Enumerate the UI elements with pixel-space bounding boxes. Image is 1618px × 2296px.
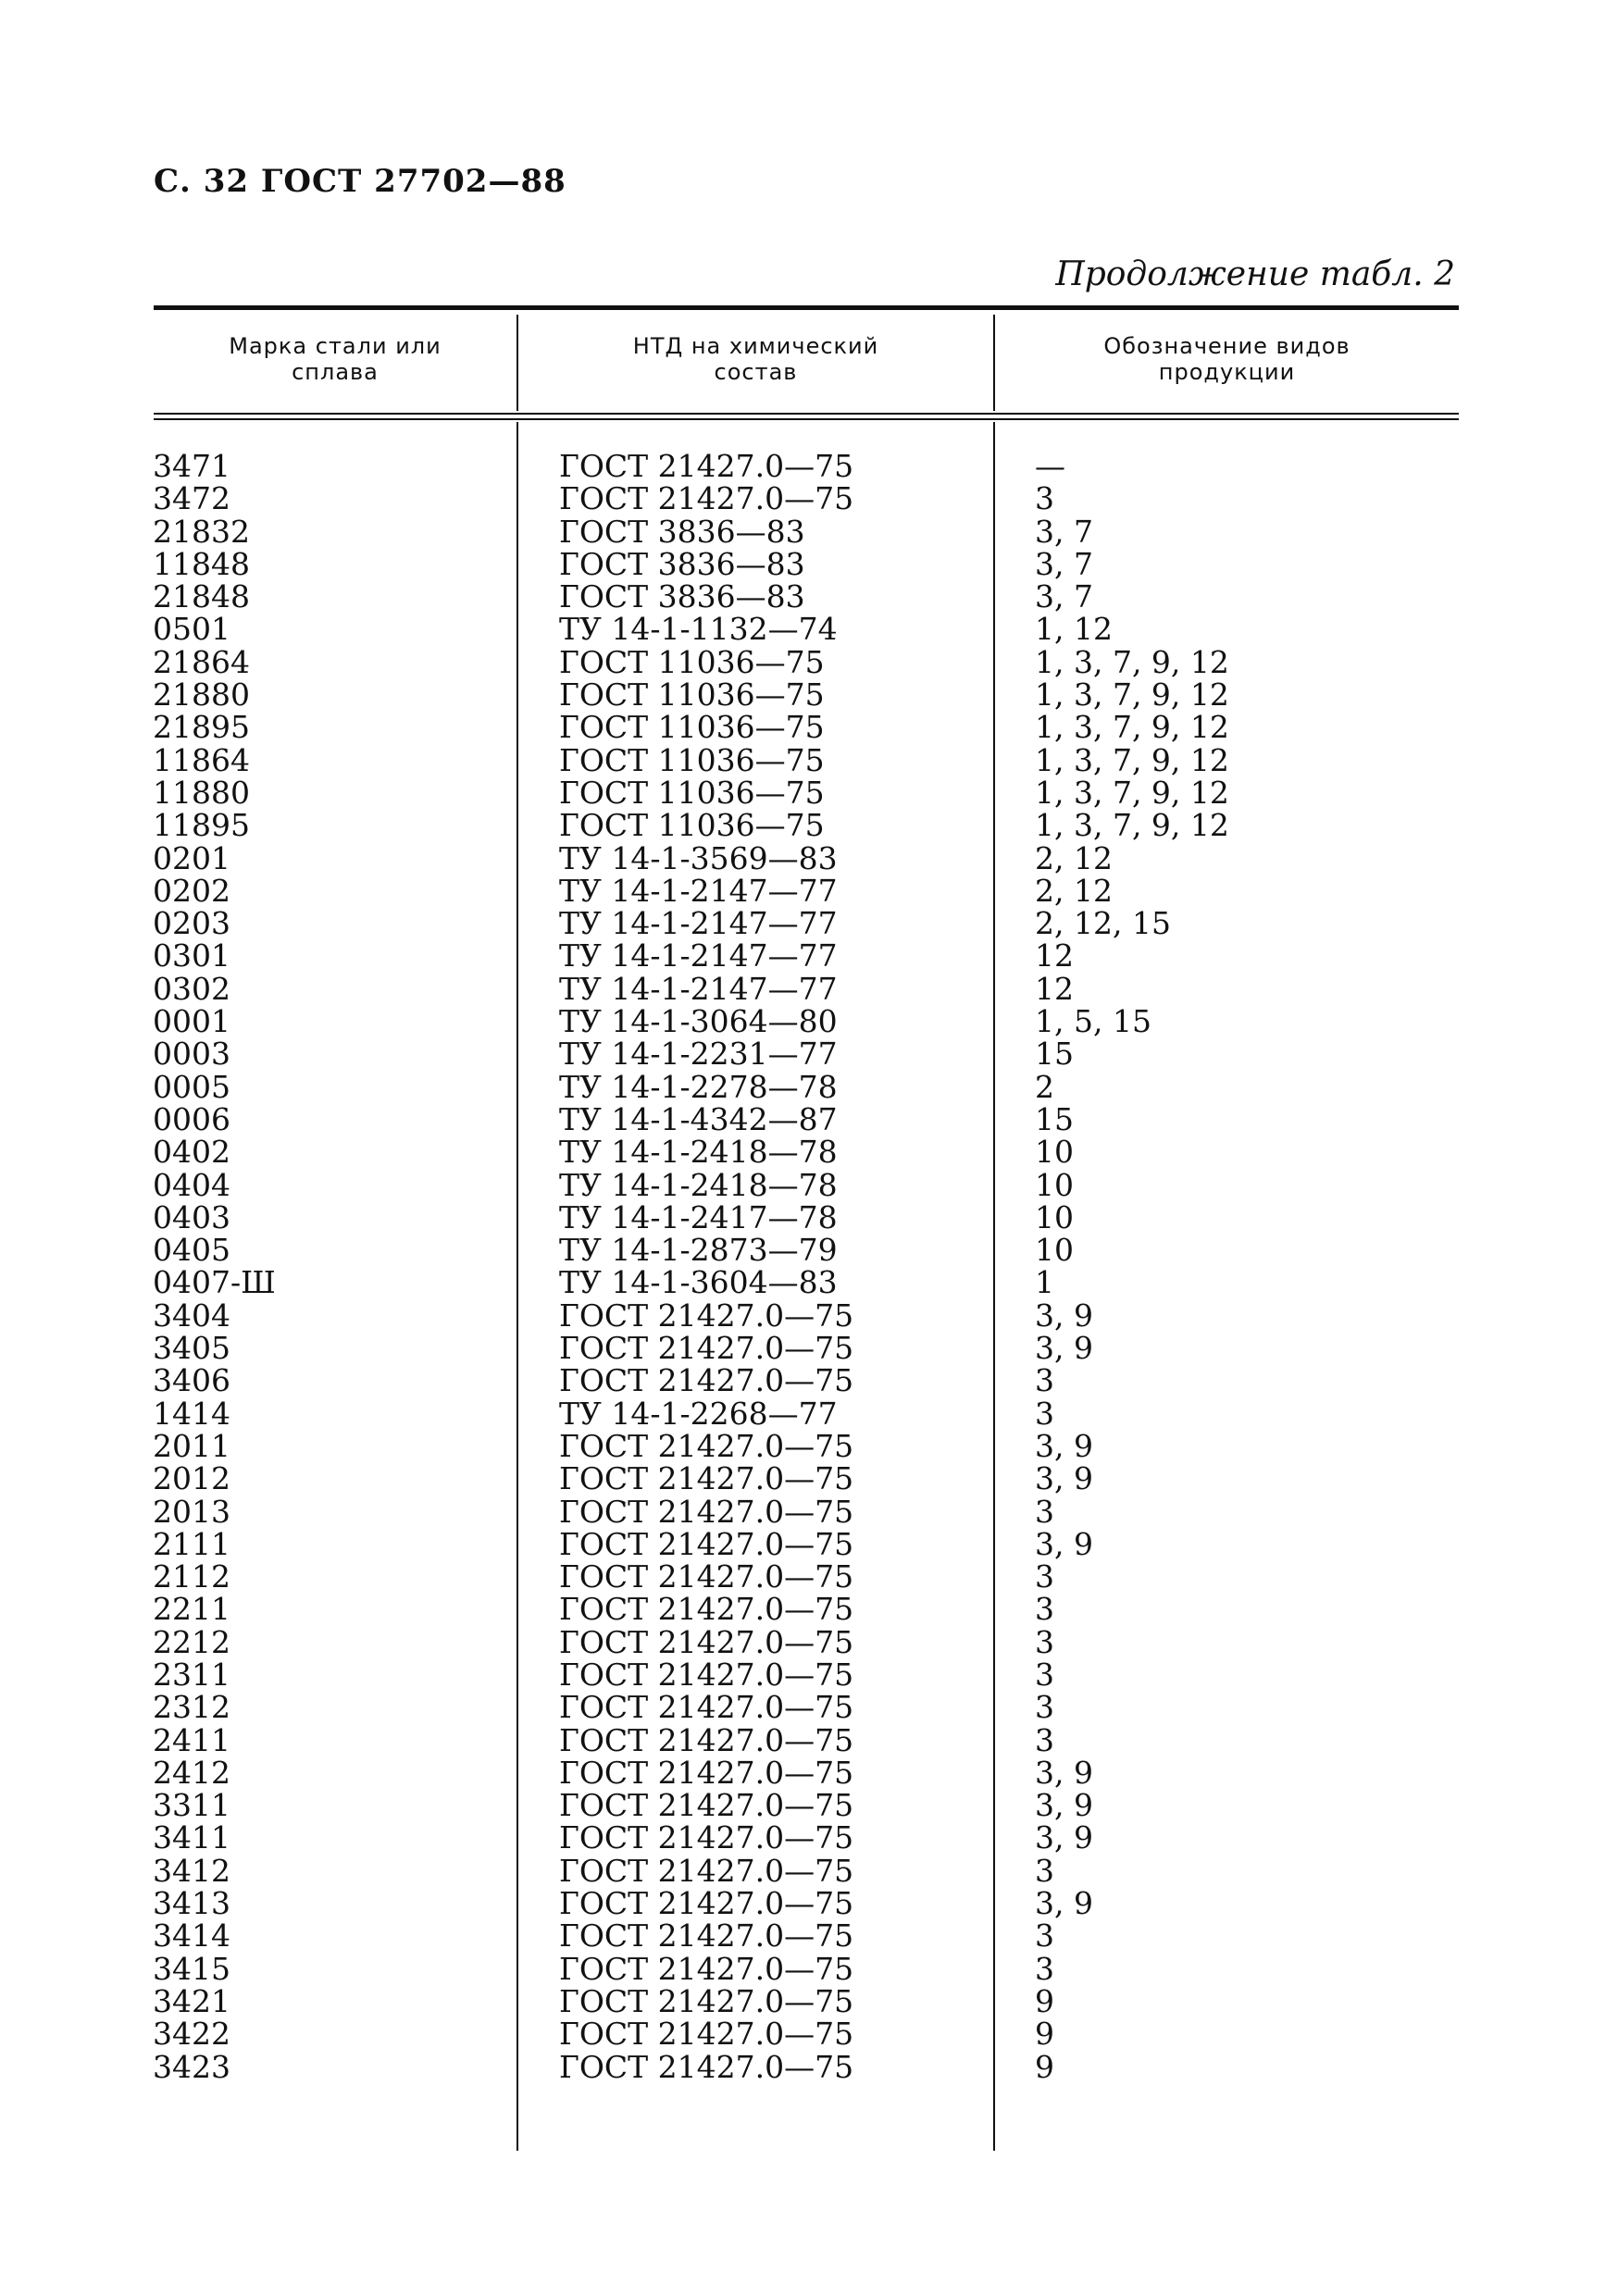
page-header: С. 32 ГОСТ 27702—88 xyxy=(154,163,566,200)
ntd-cell: ГОСТ 21427.0—75 xyxy=(559,1656,854,1693)
table-row xyxy=(0,611,1618,648)
ntd-cell: ТУ 14-1-2147—77 xyxy=(559,905,838,942)
column-header-grade: Марка стали или сплава xyxy=(229,333,442,385)
table-row xyxy=(0,1036,1618,1073)
product-types-cell: 3 xyxy=(1035,1362,1054,1399)
steel-grade-cell: 0006 xyxy=(153,1100,230,1137)
table-row xyxy=(0,1885,1618,1922)
steel-grade-cell: 0001 xyxy=(153,1003,230,1040)
table-continuation-label: Продолжение табл. 2 xyxy=(1055,255,1455,293)
table-row xyxy=(0,1852,1618,1889)
ntd-cell: ТУ 14-1-3569—83 xyxy=(559,839,838,876)
steel-grade-cell: 11848 xyxy=(153,545,250,582)
steel-grade-cell: 3472 xyxy=(153,480,230,517)
steel-grade-cell: 2111 xyxy=(153,1525,230,1562)
product-types-cell: 1, 3, 7, 9, 12 xyxy=(1035,643,1229,680)
product-types-cell: 3 xyxy=(1035,1656,1054,1693)
ntd-cell: ГОСТ 21427.0—75 xyxy=(559,1330,854,1367)
ntd-cell: ГОСТ 11036—75 xyxy=(559,774,825,811)
steel-grade-cell: 2011 xyxy=(153,1427,230,1464)
steel-grade-cell: 21880 xyxy=(153,676,250,714)
table-row xyxy=(0,1721,1618,1758)
product-types-cell: — xyxy=(1035,448,1065,484)
product-types-cell: 12 xyxy=(1035,970,1074,1007)
steel-grade-cell: 0407-Ш xyxy=(153,1264,276,1301)
product-types-cell: 3, 9 xyxy=(1035,1460,1093,1497)
product-types-cell: 3 xyxy=(1035,1558,1054,1595)
ntd-cell: ГОСТ 21427.0—75 xyxy=(559,1689,854,1726)
table-row xyxy=(0,939,1618,972)
steel-grade-cell: 2211 xyxy=(153,1591,230,1628)
ntd-cell: ГОСТ 3836—83 xyxy=(559,578,805,615)
table-row xyxy=(0,1591,1618,1628)
product-types-cell: 10 xyxy=(1035,1198,1074,1235)
ntd-cell: ГОСТ 21427.0—75 xyxy=(559,1885,854,1922)
product-types-cell: 1, 3, 7, 9, 12 xyxy=(1035,741,1229,778)
product-types-cell: 3, 9 xyxy=(1035,1330,1093,1367)
steel-grade-cell: 21864 xyxy=(153,643,250,680)
product-types-cell: 10 xyxy=(1035,1232,1074,1269)
ntd-cell: ГОСТ 21427.0—75 xyxy=(559,1427,854,1464)
ntd-cell: ТУ 14-1-2418—78 xyxy=(559,1166,838,1203)
steel-grade-cell: 0201 xyxy=(153,839,230,876)
steel-grade-cell: 0003 xyxy=(153,1036,230,1073)
steel-grade-cell: 3413 xyxy=(153,1885,230,1922)
ntd-cell: ГОСТ 11036—75 xyxy=(559,741,825,778)
ntd-cell: ГОСТ 21427.0—75 xyxy=(559,1460,854,1497)
product-types-cell: 3, 9 xyxy=(1035,1819,1093,1856)
ntd-cell: ТУ 14-1-4342—87 xyxy=(559,1100,838,1137)
steel-grade-cell: 2312 xyxy=(153,1689,230,1726)
product-types-cell: 3, 9 xyxy=(1035,1297,1093,1334)
table-row xyxy=(0,807,1618,844)
steel-grade-cell: 3422 xyxy=(153,2016,230,2053)
table-row xyxy=(0,1756,1618,1789)
table-row xyxy=(0,1397,1618,1430)
table-row xyxy=(0,580,1618,613)
table-top-rule xyxy=(154,305,1459,310)
table-row xyxy=(0,1787,1618,1824)
product-types-cell: 3, 9 xyxy=(1035,1754,1093,1791)
product-types-cell: 1, 5, 15 xyxy=(1035,1003,1151,1040)
ntd-cell: ГОСТ 11036—75 xyxy=(559,709,825,746)
steel-grade-cell: 0203 xyxy=(153,905,230,942)
header-bottom-rule-2 xyxy=(154,418,1459,420)
ntd-cell: ТУ 14-1-3064—80 xyxy=(559,1003,838,1040)
table-row xyxy=(0,1264,1618,1301)
product-types-cell: 3, 7 xyxy=(1035,578,1093,615)
steel-grade-cell: 3411 xyxy=(153,1819,230,1856)
table-row xyxy=(0,1462,1618,1495)
ntd-cell: ГОСТ 21427.0—75 xyxy=(559,1623,854,1660)
table-row xyxy=(0,1427,1618,1464)
ntd-cell: ТУ 14-1-2147—77 xyxy=(559,872,838,909)
table-row xyxy=(0,1330,1618,1367)
table-row xyxy=(0,676,1618,714)
ntd-cell: ТУ 14-1-2873—79 xyxy=(559,1232,838,1269)
table-row xyxy=(0,1232,1618,1269)
ntd-cell: ГОСТ 21427.0—75 xyxy=(559,1754,854,1791)
steel-grade-cell: 2212 xyxy=(153,1623,230,1660)
table-row xyxy=(0,1689,1618,1726)
steel-grade-cell: 3412 xyxy=(153,1852,230,1889)
table-row xyxy=(0,1003,1618,1040)
table-row xyxy=(0,872,1618,909)
product-types-cell: 3 xyxy=(1035,1493,1054,1530)
ntd-cell: ТУ 14-1-2278—78 xyxy=(559,1068,838,1105)
product-types-cell: 3, 9 xyxy=(1035,1787,1093,1824)
product-types-cell: 3, 7 xyxy=(1035,545,1093,582)
product-types-cell: 10 xyxy=(1035,1166,1074,1203)
product-types-cell: 2, 12, 15 xyxy=(1035,905,1171,942)
ntd-cell: ГОСТ 11036—75 xyxy=(559,807,825,844)
ntd-cell: ТУ 14-1-2147—77 xyxy=(559,937,838,974)
steel-grade-cell: 0403 xyxy=(153,1198,230,1235)
steel-grade-cell: 11880 xyxy=(153,774,250,811)
product-types-cell: 2 xyxy=(1035,1068,1054,1105)
table-row xyxy=(0,1525,1618,1562)
table-row xyxy=(0,741,1618,778)
ntd-cell: ГОСТ 3836—83 xyxy=(559,545,805,582)
product-types-cell: 1, 3, 7, 9, 12 xyxy=(1035,807,1229,844)
ntd-cell: ГОСТ 21427.0—75 xyxy=(559,1721,854,1758)
steel-grade-cell: 3471 xyxy=(153,448,230,484)
ntd-cell: ГОСТ 21427.0—75 xyxy=(559,448,854,484)
table-row xyxy=(0,1950,1618,1987)
product-types-cell: 9 xyxy=(1035,2048,1054,2085)
steel-grade-cell: 21895 xyxy=(153,709,250,746)
steel-grade-cell: 2311 xyxy=(153,1656,230,1693)
ntd-cell: ГОСТ 21427.0—75 xyxy=(559,1819,854,1856)
ntd-cell: ГОСТ 21427.0—75 xyxy=(559,1852,854,1889)
header-bottom-rule xyxy=(154,413,1459,415)
table-row xyxy=(0,1299,1618,1332)
product-types-cell: 3, 7 xyxy=(1035,513,1093,550)
table-row xyxy=(0,1493,1618,1530)
ntd-cell: ГОСТ 21427.0—75 xyxy=(559,1525,854,1562)
table-row xyxy=(0,1068,1618,1105)
product-types-cell: 3 xyxy=(1035,1689,1054,1726)
ntd-cell: ТУ 14-1-2147—77 xyxy=(559,970,838,1007)
product-types-cell: 3, 9 xyxy=(1035,1525,1093,1562)
ntd-cell: ГОСТ 21427.0—75 xyxy=(559,2016,854,2053)
product-types-cell: 10 xyxy=(1035,1134,1074,1171)
ntd-cell: ГОСТ 21427.0—75 xyxy=(559,1917,854,1955)
steel-grade-cell: 21832 xyxy=(153,513,250,550)
steel-grade-cell: 3311 xyxy=(153,1787,230,1824)
product-types-cell: 3 xyxy=(1035,1395,1054,1432)
table-row xyxy=(0,2048,1618,2085)
ntd-cell: ГОСТ 21427.0—75 xyxy=(559,1493,854,1530)
table-row xyxy=(0,1166,1618,1203)
table-row xyxy=(0,1982,1618,2019)
product-types-cell: 3 xyxy=(1035,480,1054,517)
ntd-cell: ГОСТ 21427.0—75 xyxy=(559,1362,854,1399)
table-row xyxy=(0,970,1618,1007)
column-header-ntd: НТД на химический состав xyxy=(632,333,879,385)
product-types-cell: 3 xyxy=(1035,1917,1054,1955)
product-types-cell: 9 xyxy=(1035,2016,1054,2053)
product-types-cell: 3 xyxy=(1035,1591,1054,1628)
table-row xyxy=(0,1362,1618,1399)
product-types-cell: 15 xyxy=(1035,1036,1074,1073)
ntd-cell: ГОСТ 21427.0—75 xyxy=(559,1950,854,1987)
product-types-cell: 3 xyxy=(1035,1852,1054,1889)
product-types-cell: 2, 12 xyxy=(1035,839,1113,876)
ntd-cell: ГОСТ 21427.0—75 xyxy=(559,1787,854,1824)
ntd-cell: ГОСТ 21427.0—75 xyxy=(559,1297,854,1334)
product-types-cell: 1 xyxy=(1035,1264,1054,1301)
table-row xyxy=(0,1134,1618,1171)
ntd-cell: ГОСТ 21427.0—75 xyxy=(559,1558,854,1595)
product-types-cell: 3 xyxy=(1035,1623,1054,1660)
table-row xyxy=(0,545,1618,582)
product-types-cell: 1, 3, 7, 9, 12 xyxy=(1035,709,1229,746)
ntd-cell: ТУ 14-1-1132—74 xyxy=(559,611,838,648)
ntd-cell: ТУ 14-1-2417—78 xyxy=(559,1198,838,1235)
table-row xyxy=(0,776,1618,809)
ntd-cell: ГОСТ 11036—75 xyxy=(559,676,825,714)
table-row xyxy=(0,450,1618,482)
ntd-cell: ГОСТ 3836—83 xyxy=(559,513,805,550)
steel-grade-cell: 0402 xyxy=(153,1134,230,1171)
table-row xyxy=(0,515,1618,548)
table-row xyxy=(0,839,1618,876)
table-row xyxy=(0,1821,1618,1854)
steel-grade-cell: 0301 xyxy=(153,937,230,974)
steel-grade-cell: 3414 xyxy=(153,1917,230,1955)
steel-grade-cell: 3406 xyxy=(153,1362,230,1399)
steel-grade-cell: 3423 xyxy=(153,2048,230,2085)
product-types-cell: 3 xyxy=(1035,1721,1054,1758)
steel-grade-cell: 2013 xyxy=(153,1493,230,1530)
table-row xyxy=(0,709,1618,746)
table-row xyxy=(0,643,1618,680)
ntd-cell: ТУ 14-1-3604—83 xyxy=(559,1264,838,1301)
ntd-cell: ТУ 14-1-2268—77 xyxy=(559,1395,838,1432)
product-types-cell: 3 xyxy=(1035,1950,1054,1987)
steel-grade-cell: 2411 xyxy=(153,1721,230,1758)
table-row xyxy=(0,1658,1618,1691)
steel-grade-cell: 3415 xyxy=(153,1950,230,1987)
table-row xyxy=(0,1917,1618,1955)
table-row xyxy=(0,1198,1618,1235)
ntd-cell: ГОСТ 21427.0—75 xyxy=(559,1591,854,1628)
steel-grade-cell: 11895 xyxy=(153,807,250,844)
ntd-cell: ГОСТ 11036—75 xyxy=(559,643,825,680)
ntd-cell: ГОСТ 21427.0—75 xyxy=(559,480,854,517)
ntd-cell: ТУ 14-1-2231—77 xyxy=(559,1036,838,1073)
table-row xyxy=(0,1100,1618,1137)
column-header-product-types: Обозначение видов продукции xyxy=(1103,333,1350,385)
steel-grade-cell: 3405 xyxy=(153,1330,230,1367)
steel-grade-cell: 0405 xyxy=(153,1232,230,1269)
product-types-cell: 3, 9 xyxy=(1035,1427,1093,1464)
steel-grade-cell: 0202 xyxy=(153,872,230,909)
product-types-cell: 1, 3, 7, 9, 12 xyxy=(1035,774,1229,811)
table-row xyxy=(0,1623,1618,1660)
steel-grade-cell: 1414 xyxy=(153,1395,230,1432)
steel-grade-cell: 0005 xyxy=(153,1068,230,1105)
product-types-cell: 1, 12 xyxy=(1035,611,1113,648)
table-body xyxy=(0,450,1618,2083)
steel-grade-cell: 21848 xyxy=(153,578,250,615)
steel-grade-cell: 2412 xyxy=(153,1754,230,1791)
ntd-cell: ГОСТ 21427.0—75 xyxy=(559,1982,854,2019)
steel-grade-cell: 3404 xyxy=(153,1297,230,1334)
table-row xyxy=(0,905,1618,942)
steel-grade-cell: 2112 xyxy=(153,1558,230,1595)
steel-grade-cell: 11864 xyxy=(153,741,250,778)
steel-grade-cell: 2012 xyxy=(153,1460,230,1497)
steel-grade-cell: 3421 xyxy=(153,1982,230,2019)
table-row xyxy=(0,2016,1618,2053)
ntd-cell: ГОСТ 21427.0—75 xyxy=(559,2048,854,2085)
table-row xyxy=(0,1560,1618,1593)
product-types-cell: 12 xyxy=(1035,937,1074,974)
ntd-cell: ТУ 14-1-2418—78 xyxy=(559,1134,838,1171)
product-types-cell: 9 xyxy=(1035,1982,1054,2019)
steel-grade-cell: 0404 xyxy=(153,1166,230,1203)
steel-grade-cell: 0501 xyxy=(153,611,230,648)
product-types-cell: 3, 9 xyxy=(1035,1885,1093,1922)
steel-grade-cell: 0302 xyxy=(153,970,230,1007)
product-types-cell: 15 xyxy=(1035,1100,1074,1137)
product-types-cell: 2, 12 xyxy=(1035,872,1113,909)
product-types-cell: 1, 3, 7, 9, 12 xyxy=(1035,676,1229,714)
table-row xyxy=(0,482,1618,515)
